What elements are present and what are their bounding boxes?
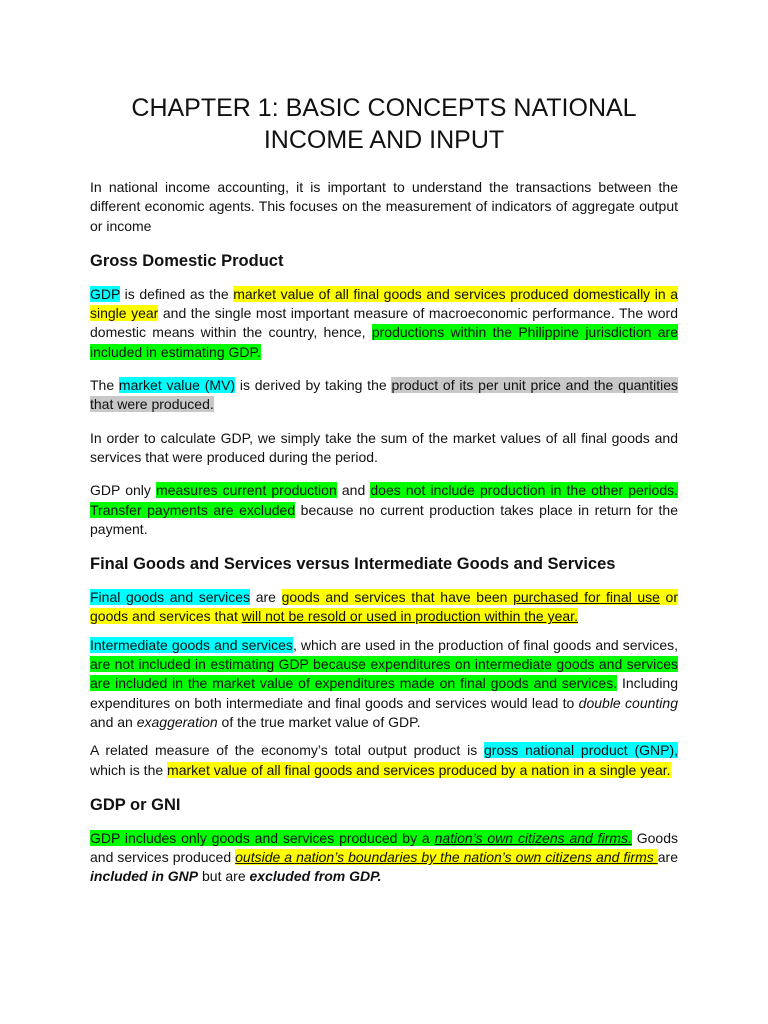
highlight-final-goods: Final goods and services	[90, 589, 251, 606]
highlight-market-value: market value (MV)	[118, 377, 236, 394]
gdp-definition-paragraph: GDP is defined as the market value of all final goods and services produced domestically in a single year and the single most important measure of macroeconomic performance. The word domestic means within the country, hence, productions within the Philippine jurisdiction are included in estimating GDP.	[90, 285, 679, 360]
bold-excluded-gdp: excluded from GDP.	[249, 868, 382, 885]
highlight-price-quantity: product of its per unit price and the quantities that were produced.	[90, 377, 678, 413]
italic-exaggeration: exaggeration	[136, 713, 218, 730]
highlight-intermediate-goods: Intermediate goods and services	[90, 636, 293, 653]
gdp-heading: Gross Domestic Product	[90, 251, 284, 270]
gdp-or-gni-heading: GDP or GNI	[90, 795, 181, 814]
highlight-gnp: gross national product (GNP),	[484, 742, 678, 759]
italic-double-counting: double counting	[578, 694, 678, 711]
highlight-market-value-definition: market value of all final goods and services produced domestically in a single year	[90, 285, 678, 322]
intro-paragraph: In national income accounting, it is important to understand the transactions between the different economic agents. This focuses on the measurement of indicators of aggregate output or income	[90, 179, 678, 234]
final-goods-paragraph: Final goods and services are goods and services that have been purchased for final use or goods and services that will not be resold or used in production within the year.	[90, 589, 678, 625]
highlight-philippine-jurisdiction: productions within the Philippine jurisdiction are included in estimating GDP.	[90, 324, 678, 360]
gdp-or-gni-paragraph: GDP includes only goods and services produced by a nation’s own citizens and firms. Goods and services produced outside a nation’s boundaries by the nation’s own citizens and firms are included in GNP but are excluded from GDP.	[90, 829, 679, 885]
highlight-gnp-definition: market value of all final goods and services produced by a nation in a single year.	[167, 761, 671, 778]
highlight-current-production: measures current production	[156, 482, 337, 499]
underline-own-citizens: nation’s own citizens and firms.	[434, 829, 632, 846]
underline-final-use: purchased for final use	[513, 589, 660, 606]
highlight-transfer-payments: does not include production in the other periods. Transfer payments are excluded	[90, 482, 678, 518]
gnp-paragraph: A related measure of the economy’s total output product is gross national product (GNP), which is the market value of all final goods and services produced by a nation in a single year.	[90, 742, 678, 778]
bold-included-gnp: included in GNP	[90, 868, 199, 885]
underline-outside-boundaries: outside a nation’s boundaries by the nation’s own citizens and firms	[235, 849, 658, 866]
intermediate-goods-paragraph: Intermediate goods and services, which are used in the production of final goods and services, are not included in estimating GDP because expenditures on intermediate goods and services are included in the market value of expenditures made on final goods and services. Including expenditures on both intermediate and final goods and services would lead to double counting and an exaggeration of the true market value of GDP.	[90, 636, 678, 730]
highlight-gdp: GDP	[90, 285, 121, 302]
chapter-title: CHAPTER 1: BASIC CONCEPTS NATIONAL INCOME AND INPUT	[131, 94, 637, 154]
highlight-not-included: are not included in estimating GDP because expenditures on intermediate goods and services are included in the market value of expenditures made on final goods and services.	[90, 656, 678, 692]
market-value-paragraph: The market value (MV) is derived by taking the product of its per unit price and the quantities that were produced.	[90, 377, 678, 413]
underline-not-resold: will not be resold or used in production within the year.	[241, 608, 578, 625]
calculate-gdp-paragraph: In order to calculate GDP, we simply take the sum of the market values of all final goods and services that were produced during the period.	[90, 429, 678, 465]
final-goods-heading: Final Goods and Services versus Intermediate Goods and Services	[90, 555, 616, 574]
current-production-paragraph: GDP only measures current production and does not include production in the other periods. Transfer payments are excluded because no current production takes place in return for the payment.	[90, 482, 678, 537]
